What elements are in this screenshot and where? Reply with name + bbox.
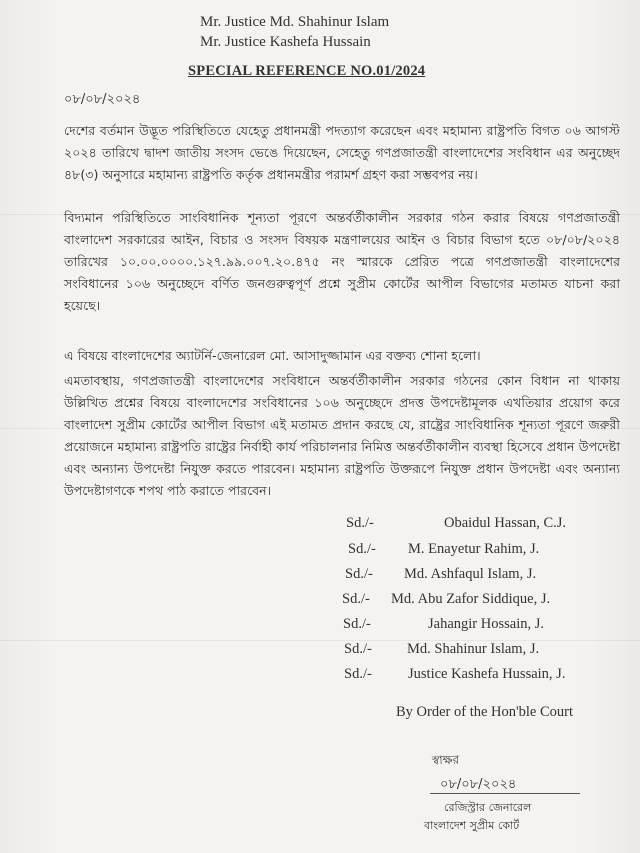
- signature-row: [342, 591, 602, 613]
- signature-row: [346, 515, 596, 537]
- judge-name: Jahangir Hossain, J.: [428, 616, 544, 632]
- signature-row: [344, 666, 594, 688]
- signature-mark: Sd./-: [343, 616, 371, 632]
- signature-mark: Sd./-: [344, 666, 372, 682]
- stamp-court: বাংলাদেশ সুপ্রীম কোর্ট: [424, 819, 520, 832]
- judge-name: Md. Abu Zafor Siddique, J.: [391, 591, 551, 607]
- bench-judge-2: Mr. Justice Kashefa Hussain: [200, 34, 371, 50]
- stamp-designation: রেজিস্ট্রার জেনারেল: [444, 801, 532, 814]
- signature-row: [344, 641, 594, 663]
- signature-mark: Sd./-: [345, 566, 373, 582]
- paragraph-2: বিদ্যমান পরিস্থিতিতে সাংবিধানিক শূন্যতা পূরণে অন্তর্বর্তীকালীন সরকার গঠন করার বিষয়ে গণপ্রজাতন্ত্রী বাংলাদেশ সরকারের আইন, বিচার ও সংসদ বিষয়ক মন্ত্রণালয়ের আইন ও বিচার বিভাগ হতে ০৮/০৮/২০২৪ তারিখের ১০.০০.০০০০.১২৭.৯৯.০০৭.২০.৪৭৫ নং স্মারকে প্রেরিত পত্রে গণপ্রজাতন্ত্রী বাংলাদেশের সংবিধানের ১০৬ অনুচ্ছেদে বর্ণিত জনগুরুত্বপূর্ণ প্রশ্নে সুপ্রীম কোর্টের আপীল বিভাগের মতামত যাচনা করা হয়েছে।: [64, 210, 620, 313]
- bench-judge-1: Mr. Justice Md. Shahinur Islam: [200, 14, 390, 30]
- judge-name: M. Enayetur Rahim, J.: [408, 541, 540, 557]
- paragraph-3: এ বিষয়ে বাংলাদেশের অ্যাটর্নি-জেনারেল মো. আসাদুজ্জামান এর বক্তব্য শোনা হলো।: [64, 348, 481, 363]
- signature-mark: Sd./-: [344, 641, 372, 657]
- judge-name: Obaidul Hassan, C.J.: [444, 515, 567, 531]
- paragraph-1: দেশের বর্তমান উদ্ভূত পরিস্থিতিতে যেহেতু প্রধানমন্ত্রী পদত্যাগ করেছেন এবং মহামান্য রাষ্ট্রপতি বিগত ০৬ আগস্ট ২০২৪ তারিখে দ্বাদশ জাতীয় সংসদ ভেঙে দিয়েছেন, সেহেতু গণপ্রজাতন্ত্রী বাংলাদেশের সংবিধান এর অনুচ্ছেদ ৪৮(৩) অনুসারে মহামান্য রাষ্ট্রপতি কর্তৃক প্রধানমন্ত্রীর পরামর্শ গ্রহণ করা সম্ভবপর নয়।: [64, 123, 620, 182]
- signature-mark: Sd./-: [348, 541, 376, 557]
- signature-mark: Sd./-: [342, 591, 370, 607]
- paragraph-4: এমতাবস্থায়, গণপ্রজাতন্ত্রী বাংলাদেশের সংবিধানে অন্তর্বর্তীকালীন সরকার গঠনের কোন বিধান না থাকায় উল্লিখিত প্রশ্নের বিষয়ে বাংলাদেশের সংবিধানের ১০৬ অনুচ্ছেদে প্রদত্ত উপদেষ্টামূলক এখতিয়ার প্রয়োগ করে বাংলাদেশ সুপ্রীম কোর্টের আপীল বিভাগ এই মতামত প্রদান করছে যে, রাষ্ট্রের সাংবিধানিক শূন্যতা পূরণে জরুরী প্রয়োজনে মহামান্য রাষ্ট্রপতি রাষ্ট্রের নির্বাহী কার্য পরিচালনার নিমিত্ত অন্তর্বর্তীকালীন ব্যবস্থা হিসেবে প্রধান উপদেষ্টা এবং অন্যান্য উপদেষ্টা নিযুক্ত করতে পারবেন। মহামান্য রাষ্ট্রপতি উক্তরূপে নিযুক্ত প্রধান উপদেষ্টা এবং অন্যান্য উপদেষ্টাগণকে শপথ পাঠ করাতে পারবেন।: [64, 373, 620, 498]
- signature-row: [345, 566, 595, 588]
- judge-name: Justice Kashefa Hussain, J.: [408, 666, 566, 682]
- document-title: SPECIAL REFERENCE NO.01/2024: [188, 63, 426, 79]
- stamp-date: ০৮/০৮/২০২৪: [440, 777, 517, 792]
- signature-row: [343, 616, 593, 638]
- handwritten-signature: স্বাক্ষর: [431, 752, 460, 768]
- bench-judges: [200, 12, 389, 52]
- judge-name: Md. Ashfaqul Islam, J.: [404, 566, 537, 582]
- signature-mark: Sd./-: [346, 515, 374, 531]
- signature-row: [348, 541, 598, 563]
- stamp-divider: [430, 793, 580, 794]
- judge-name: Md. Shahinur Islam, J.: [407, 641, 540, 657]
- order-line: By Order of the Hon'ble Court: [396, 704, 573, 720]
- document-date: ০৮/০৮/২০২৪: [64, 92, 141, 107]
